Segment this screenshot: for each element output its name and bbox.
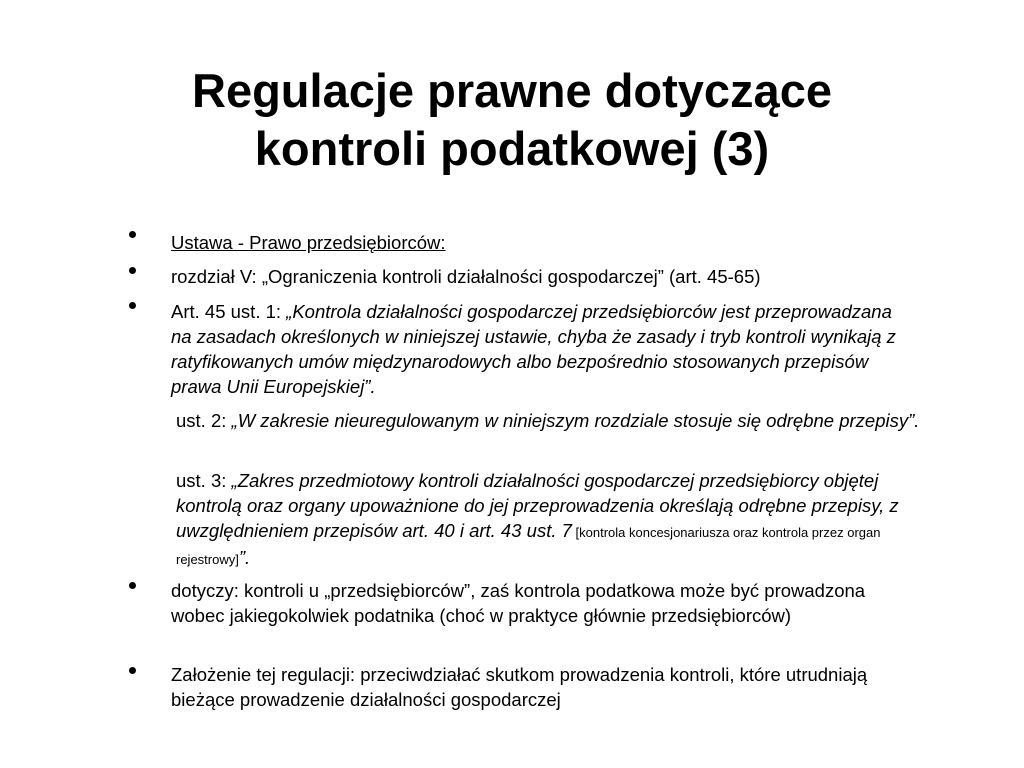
title-line-1: Regulacje prawne dotyczące bbox=[192, 64, 832, 117]
sub-2-note: [kontrola koncesjonariusza oraz kontrola przez organ rejestrowy] bbox=[176, 525, 881, 567]
slide-title bbox=[100, 62, 924, 178]
bullet-2-text: rozdział V: „Ograniczenia kontroli działalności gospodarczej” (art. 45-65) bbox=[171, 266, 761, 287]
sub-paragraph-ust-2 bbox=[176, 408, 921, 433]
bullet-5-text: Założenie tej regulacji: przeciwdziałać skutkom prowadzenia kontroli, które utrudniają bieżące prowadzenie działalności gospodarczej bbox=[171, 664, 868, 710]
bullet-dot-5 bbox=[129, 667, 136, 674]
sub-2-prefix: ust. 3: bbox=[176, 470, 232, 491]
sub-2-quote: „Zakres przedmiotowy kontroli działalności gospodarczej przedsiębiorcy objętej kontrolą oraz organy upoważnione do jej przeprowadzenia określają odrębne przepisy, z uwzględnieniem przepisów art. 40 i art. 43 ust. 7 bbox=[176, 470, 899, 541]
bullet-2 bbox=[171, 264, 911, 289]
bullet-5 bbox=[171, 662, 911, 712]
bullet-1 bbox=[171, 230, 911, 255]
bullet-4-text: dotyczy: kontroli u „przedsiębiorców”, zaś kontrola podatkowa może być prowadzona wobec jakiegokolwiek podatnika (choć w praktyce głównie przedsiębiorców) bbox=[171, 580, 866, 626]
sub-1-prefix: ust. 2: bbox=[176, 410, 232, 431]
bullet-dot-3 bbox=[129, 302, 136, 309]
bullet-4 bbox=[171, 578, 911, 628]
bullet-3 bbox=[171, 299, 911, 399]
sub-2-end: ”. bbox=[238, 547, 251, 568]
bullet-1-text: Ustawa - Prawo przedsiębiorców: bbox=[171, 232, 446, 253]
bullet-dot-4 bbox=[129, 582, 136, 589]
bullet-dot-1 bbox=[129, 231, 136, 238]
sub-paragraph-ust-3 bbox=[176, 468, 921, 572]
bullet-3-prefix: Art. 45 ust. 1: bbox=[171, 301, 287, 322]
sub-1-quote: „W zakresie nieuregulowanym w niniejszym rozdziale stosuje się odrębne przepisy”. bbox=[231, 410, 920, 431]
bullet-3-quote: „Kontrola działalności gospodarczej przedsiębiorców jest przeprowadzana na zasadach określonych w niniejszej ustawie, chyba że zasady i tryb kontroli wynikają z ratyfikowanych umów międzynarodowych albo bezpośrednio stosowanych przepisów prawa Unii Europejskiej”. bbox=[171, 301, 896, 397]
title-line-2: kontroli podatkowej (3) bbox=[254, 122, 770, 175]
bullet-dot-2 bbox=[129, 267, 136, 274]
